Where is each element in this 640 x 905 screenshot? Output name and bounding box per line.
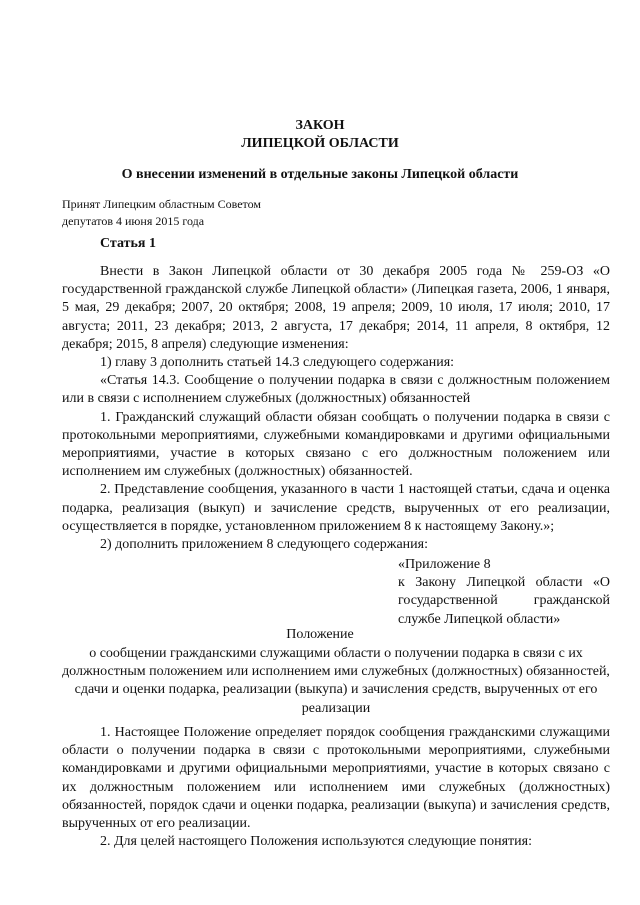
article-body — [62, 263, 610, 554]
appendix-reference — [398, 556, 610, 629]
regulation-description: о сообщении гражданскими служащими области о получении подарка в связи с их должностным положением или исполнением ими служебных (должностных) обязанностей, сдачи и оценки подарка, реализации (выкупа) и зачисления средств, вырученных от его реализации — [62, 646, 610, 716]
paragraph: 2) дополнить приложением 8 следующего содержания: — [100, 537, 428, 553]
paragraph: 1. Гражданский служащий области обязан сообщать о получении подарка в связи с протокольными мероприятиями, служебными командировками и другими официальными мероприятиями, участие в которых связано с его должностным положением или исполнением им служебных (должностных) обязанностей. — [62, 409, 610, 480]
adoption-note — [62, 196, 261, 230]
region-heading: ЛИПЕЦКОЙ ОБЛАСТИ — [241, 136, 399, 151]
paragraph: 2. Для целей настоящего Положения используются следующие понятия: — [100, 834, 532, 850]
paragraph: 1. Настоящее Положение определяет порядок сообщения гражданскими служащими области о получении подарка в связи с протокольными мероприятиями, служебными командировками и другими официальными мероприятиями, участие в которых связано с их должностным положением или исполнением ими служебных (должностных) обязанностей, порядок сдачи и оценки подарка, реализации (выкупа) и зачисления средств, вырученных от его реализации. — [62, 725, 610, 832]
appendix-line-2: к Закону Липецкой области «О государственной гражданской службе Липецкой области» — [398, 575, 610, 627]
regulation-title: Положение — [286, 627, 354, 642]
law-heading: ЗАКОН — [295, 118, 345, 133]
paragraph: «Статья 14.3. Сообщение о получении подарка в связи с должностным положением или в связи с исполнением служебных (должностных) обязанностей — [62, 373, 610, 407]
paragraph: Внести в Закон Липецкой области от 30 декабря 2005 года № 259-ОЗ «О государственной гражданской службе Липецкой области» (Липецкая газета, 2006, 1 января, 5 мая, 29 декабря; 2007, 20 октября; 2008, 19 апреля; 2009, 10 июля, 17 июля; 2010, 17 августа; 2011, 23 декабря; 2013, 2 августа, 17 декабря; 2014, 11 апреля, 8 октября, 12 декабря; 2015, 8 апреля) следующие изменения: — [62, 264, 610, 352]
adoption-line-2: депутатов 4 июня 2015 года — [62, 214, 205, 228]
article-title: Статья 1 — [100, 236, 156, 251]
regulation-body — [62, 724, 610, 851]
adoption-line-1: Принят Липецким областным Советом — [62, 197, 261, 211]
appendix-line-1: «Приложение 8 — [398, 557, 491, 572]
law-subject: О внесении изменений в отдельные законы Липецкой области — [121, 167, 519, 182]
paragraph: 2. Представление сообщения, указанного в части 1 настоящей статьи, сдача и оценка подарка, реализация (выкуп) и зачисление средств, вырученных от его реализации, осуществляется в порядке, установленном приложением 8 к настоящему Закону.»; — [62, 482, 610, 534]
paragraph: 1) главу 3 дополнить статьей 14.3 следующего содержания: — [100, 355, 455, 371]
